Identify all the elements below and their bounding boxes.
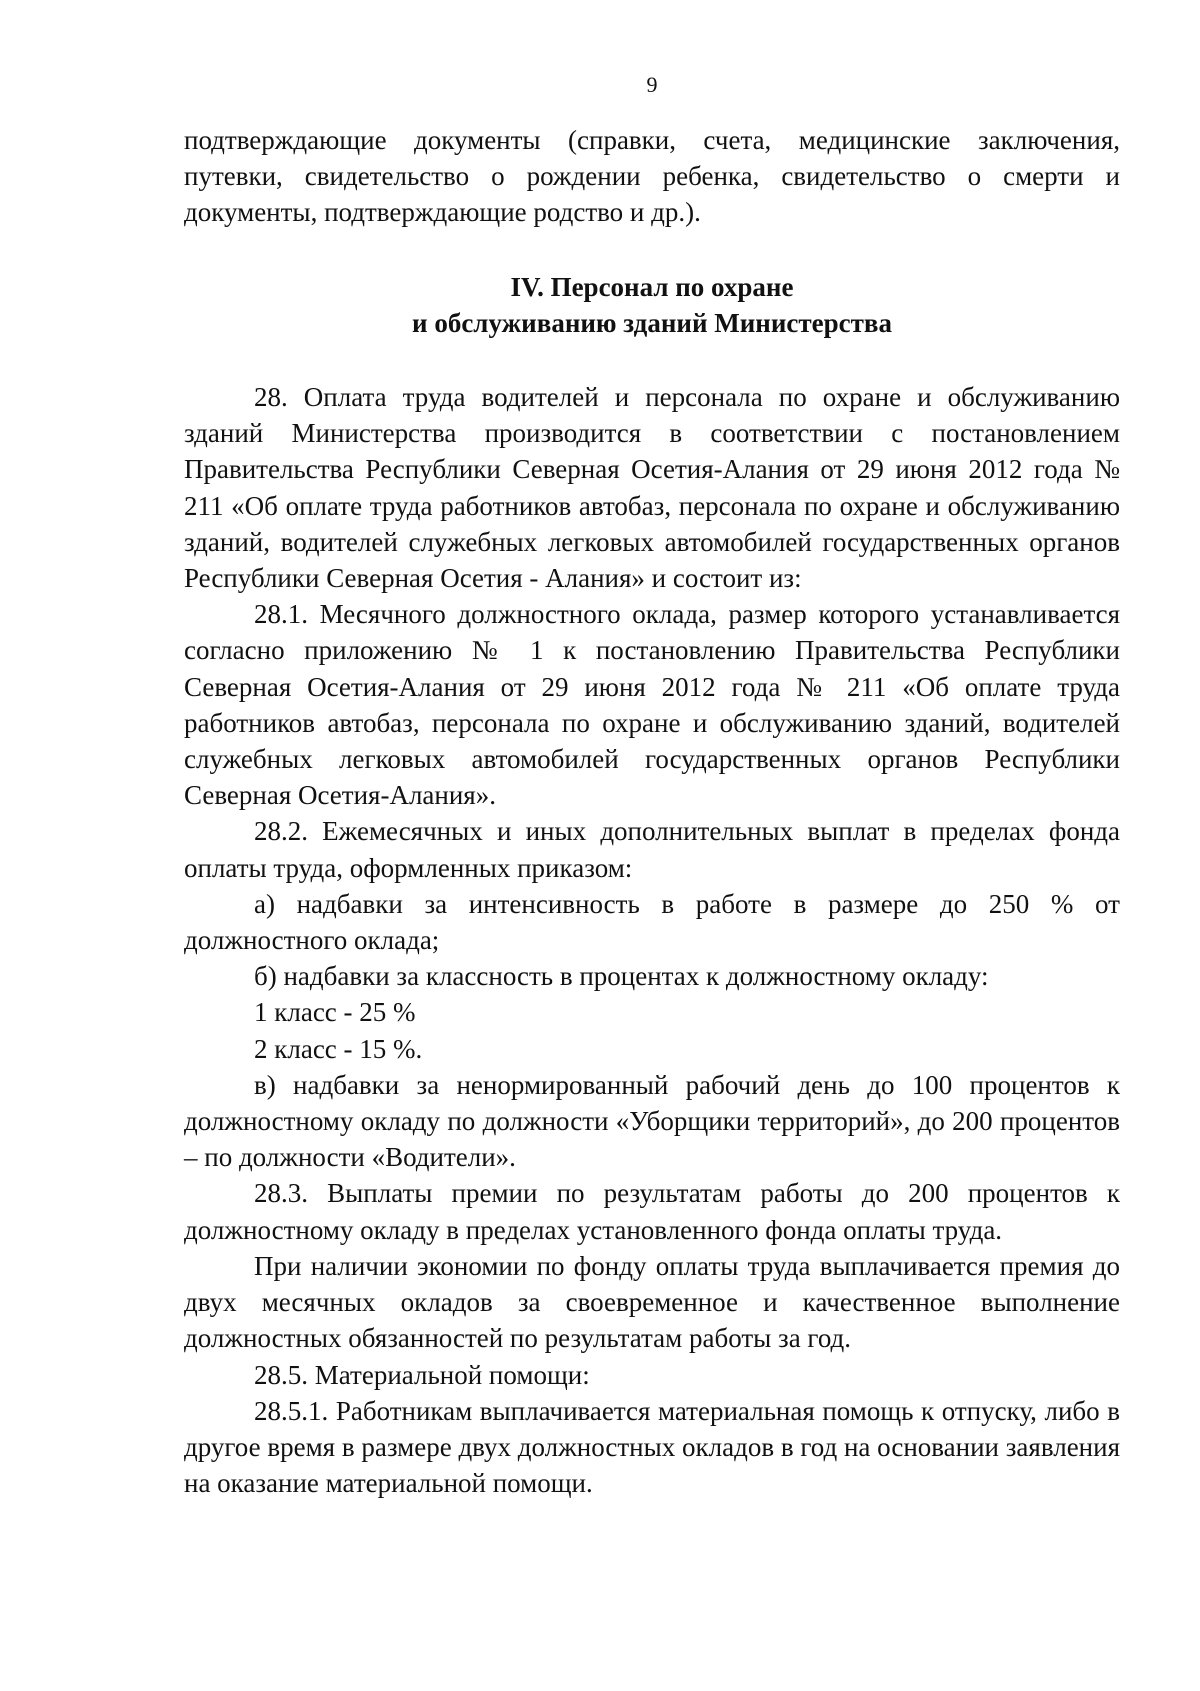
paragraph-28-5: 28.5. Материальной помощи: — [254, 1359, 590, 1390]
paragraph-28-2-v: в) надбавки за ненормированный рабочий день до 100 процентов к должностному окладу по должности «Уборщики территорий», до 200 процентов – по должности «Водители». — [184, 1069, 1120, 1173]
paragraph-annual-bonus: При наличии экономии по фонду оплаты труда выплачивается премия до двух месячных окладов за своевременное и качественное выполнение должностных обязанностей по результатам работы за год. — [184, 1250, 1120, 1354]
paragraph-28-1: 28.1. Месячного должностного оклада, размер которого устанавливается согласно приложению № 1 к постановлению Правительства Республики Северная Осетия-Алания от 29 июня 2012 года № 211 «Об оплате труда работников автобаз, персонала по охране и обслуживанию зданий, водителей служебных легковых автомобилей государственных органов Республики Северная Осетия-Алания». — [184, 599, 1120, 811]
page-number: 9 — [646, 72, 658, 97]
paragraph-28-2-b: б) надбавки за классность в процентах к должностному окладу: — [254, 961, 989, 992]
paragraph-28-3: 28.3. Выплаты премии по результатам работы до 200 процентов к должностному окладу в пределах установленного фонда оплаты труда. — [184, 1178, 1120, 1245]
section-heading-line-2: и обслуживанию зданий Министерства — [412, 307, 892, 338]
section-heading-line-1: IV. Персонал по охране — [510, 271, 794, 302]
section-heading — [184, 269, 1120, 341]
paragraph-28-2: 28.2. Ежемесячных и иных дополнительных выплат в пределах фонда оплаты труда, оформленных приказом: — [184, 816, 1120, 883]
document-body — [184, 122, 1120, 1501]
class-1-line: 1 класс - 25 % — [254, 997, 416, 1028]
paragraph-continuation: подтверждающие документы (справки, счета, медицинские заключения, путевки, свидетельство о рождении ребенка, свидетельство о смерти и документы, подтверждающие родство и др.). — [184, 125, 1120, 228]
paragraph-28-5-1: 28.5.1. Работникам выплачивается материальная помощь к отпуску, либо в другое время в размере двух должностных окладов в год на основании заявления на оказание материальной помощи. — [184, 1395, 1120, 1499]
class-2-line: 2 класс - 15 %. — [254, 1033, 423, 1064]
paragraph-28: 28. Оплата труда водителей и персонала по охране и обслуживанию зданий Министерства производится в соответствии с постановлением Правительства Республики Северная Осетия-Алания от 29 июня 2012 года № 211 «Об оплате труда работников автобаз, персонала по охране и обслуживанию зданий, водителей служебных легковых автомобилей государственных органов Республики Северная Осетия - Алания» и состоит из: — [184, 382, 1120, 594]
paragraph-28-2-a: а) надбавки за интенсивность в работе в размере до 250 % от должностного оклада; — [184, 888, 1120, 956]
